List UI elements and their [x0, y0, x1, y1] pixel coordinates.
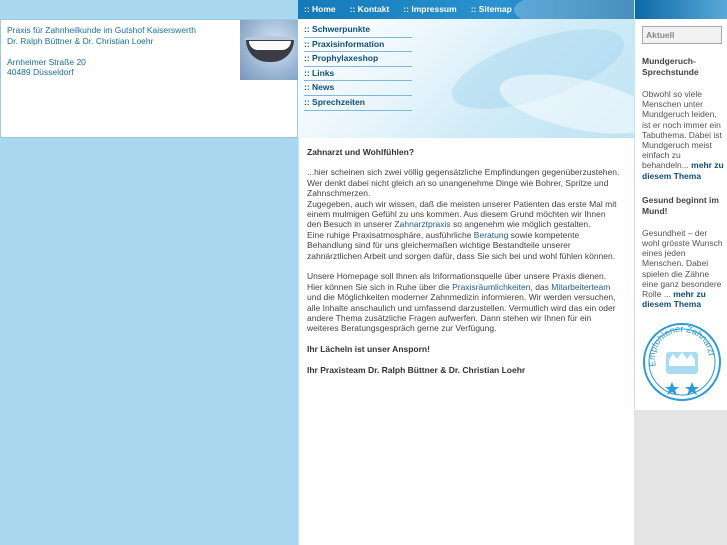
left-column [0, 0, 298, 545]
news-list [642, 56, 724, 323]
text-span: Unsere Homepage soll Ihnen als Informationsquelle über unsere Praxis dienen. Hier können Sie sich in Ruhe über die [307, 271, 607, 292]
teeth [249, 41, 291, 50]
practice-address: Praxis für Zahnheilkunde im Gutshof Kaiserswerth Dr. Ralph Büttner & Dr. Christian Loehr Arnheimer Straße 20 40489 Düsseldorf [7, 25, 196, 77]
nav-sprechzeiten-link[interactable]: :: Sprechzeiten [304, 96, 412, 111]
top-nav [304, 4, 526, 14]
news-item-mundgeruch [642, 89, 724, 181]
zahnarztpraxis-link[interactable]: Zahnarztpraxis [394, 219, 451, 230]
right-sidebar [634, 0, 727, 545]
nav-sitemap-link[interactable]: :: Sitemap [470, 4, 512, 14]
claim-text: Ihr Lächeln ist unser Ansporn! [307, 344, 430, 355]
recommended-dentist-seal-icon[interactable] [642, 322, 722, 402]
sidebar-panel [634, 0, 727, 410]
beratung-link[interactable]: Beratung [473, 229, 509, 240]
text-span: ...hier scheinen sich zwei völlig gegensätzliche Empfindungen gegenüberzustehen. Wer denkt dabei nicht gleich an so unangenehme Dinge wie Bohrer, Spritze und Zahnschmerzen. [307, 167, 620, 199]
aktuell-header: Aktuell [642, 26, 722, 44]
nav-links-link[interactable]: :: Links [304, 67, 412, 82]
text-span: und die Möglichkeiten moderner Zahnmedizin informieren. Wir werden versuchen, alle Inhalte anschaulich und umfassend darzustellen. Vermutlich wird das ein oder andere Thema zusätzliche Fragen aufwerfen. Dann stehen wir Ihnen für ein weiteres Beratungsgespräch gerne zur Verfügung. [307, 292, 616, 334]
intro-paragraph [307, 167, 622, 261]
text-span: , das [530, 281, 552, 292]
seal-text: Empfohlener Zahnarzt [646, 323, 717, 368]
nav-home-link[interactable]: :: Home [304, 4, 336, 14]
signature [307, 365, 622, 375]
news-text: Obwohl so viele Menschen unter Mundgeruch leiden, ist er noch immer ein Tabuthema. Dabei ist Mundgeruch meist einfach zu behandeln... [642, 89, 722, 171]
nav-kontakt-link[interactable]: :: Kontakt [349, 4, 390, 14]
news-title-mundgeruch: Mundgeruch-Sprechstunde [642, 56, 699, 77]
top-navigation-bar [298, 0, 634, 19]
claim [307, 344, 622, 354]
signature-text: Ihr Praxisteam Dr. Ralph Büttner & Dr. Christian Loehr [307, 365, 526, 376]
main-content [298, 138, 634, 545]
smile-photo [240, 20, 298, 80]
news-text: Gesundheit – der wohl grösste Wunsch eines jeden Menschen. Dabei spielen die Zähne eine ganz besondere Rolle ... [642, 227, 723, 300]
nav-praxisinformation-link[interactable]: :: Praxisinformation [304, 38, 412, 53]
news-item-gesund [642, 228, 724, 310]
address-box [0, 19, 298, 138]
more-mundgeruch-link[interactable]: mehr zu diesem Thema [642, 160, 724, 181]
nav-prophylaxeshop-link[interactable]: :: Prophylaxeshop [304, 52, 412, 67]
nav-schwerpunkte-link[interactable]: :: Schwerpunkte [304, 23, 412, 38]
text-span: so angenehm wie möglich gestalten. [450, 219, 591, 230]
homepage-paragraph [307, 271, 622, 333]
text-span: Eine ruhige Praxisatmosphäre, ausführliche [307, 229, 474, 240]
mitarbeiterteam-link[interactable]: Mitarbeiterteam [551, 281, 611, 292]
news-title-gesund: Gesund beginnt im Mund! [642, 194, 719, 216]
article [307, 147, 622, 386]
sidebar-top-bar [635, 0, 727, 19]
text-span: Zugegeben, auch wir wissen, daß die meisten unserer Patienten das erste Mal mit einem mulmigen Gefühl zu uns kommen. Aus diesem Grund möchten wir Ihnen den Besuch in unserer [307, 198, 617, 230]
page-title: Zahnarzt und Wohlfühlen? [307, 147, 415, 157]
center-header [298, 19, 634, 138]
header-wave-decoration [514, 0, 634, 19]
more-gesund-link[interactable]: mehr zu diesem Thema [642, 289, 706, 310]
nav-impressum-link[interactable]: :: Impressum [403, 4, 457, 14]
text-span: sowie kompetente Behandlung sind für uns gleichermaßen wichtige Bestandteile unserer zahnärztlichen Arbeit und sorgen dafür, dass Sie sich bei und wohl fühlen können. [307, 229, 616, 261]
section-nav [304, 23, 412, 111]
nav-news-link[interactable]: :: News [304, 81, 412, 96]
praxisraeumlichkeiten-link[interactable]: Praxisräumlichkeiten [452, 281, 531, 292]
